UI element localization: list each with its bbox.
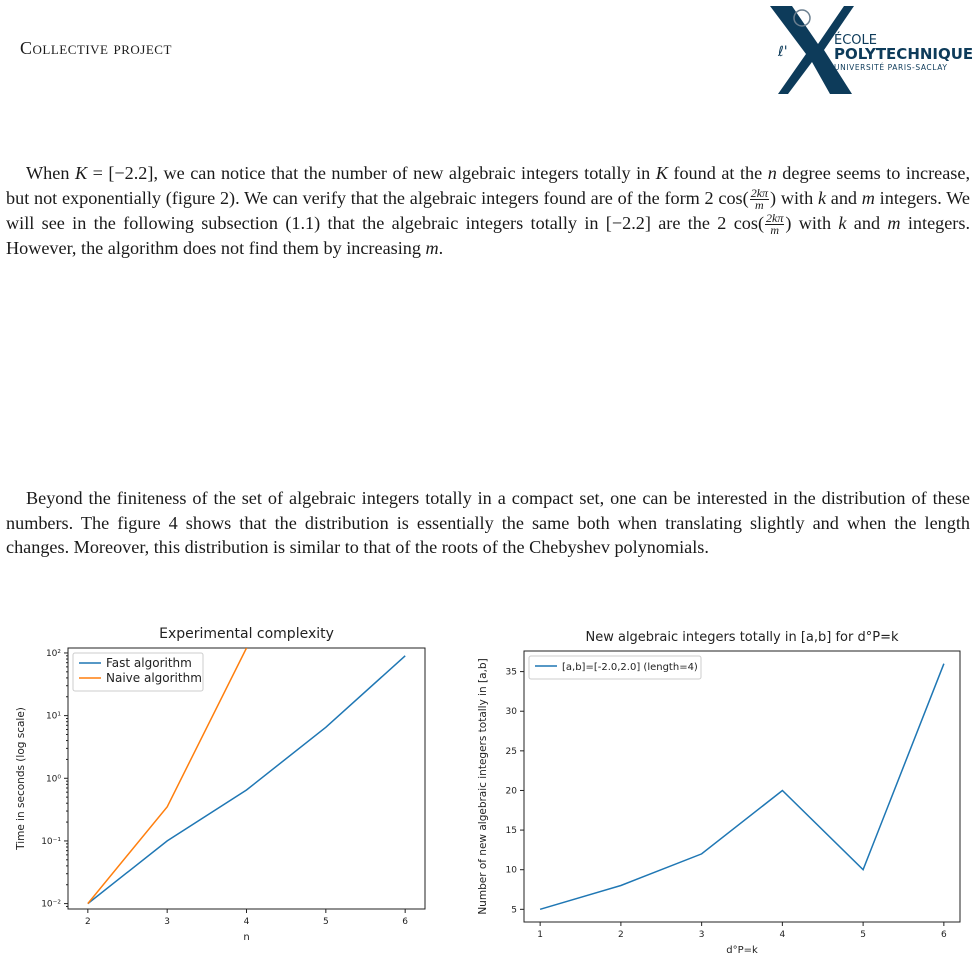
x-axis-label: d°P=k [726, 945, 758, 956]
series-line-1 [540, 664, 944, 910]
x-tick-label: 4 [243, 917, 250, 927]
y-tick-label: 35 [505, 667, 517, 678]
y-tick-label: 10¹ [45, 711, 61, 722]
x-tick-label: 2 [618, 930, 624, 940]
chart-title: New algebraic integers totally in [a,b] for d°P=k [585, 630, 899, 645]
logo-line3: UNIVERSITÉ PARIS-SACLAY [834, 63, 948, 72]
y-axis-label: Number of new algebraic integers totally in [a,b] [477, 658, 489, 915]
x-tick-label: 3 [164, 917, 171, 927]
paragraph-distribution: Beyond the finiteness of the set of algebraic integers totally in a compact set, one can be interested in the distribution of these numbers. The figure 4 shows that the distribution is essentially the same both when translating slightly and when the length changes. Moreover, this distribution is similar to that of the roots of the Chebyshev polynomials. [6, 488, 970, 557]
y-tick-label: 10 [505, 865, 517, 876]
x-tick-label: 2 [84, 917, 91, 927]
x-tick-label: 6 [940, 930, 947, 940]
logo-mark: ℓ' [778, 44, 788, 60]
paragraph-complexity: When K = [−2.2], we can notice that the number of new algebraic integers totally in K found at the n degree seems to increase, but not exponentially (figure 2). We can verify that the algebraic integers found are of the form 2 cos( $\frac{2k\pi}{m}$ ) with k and m integers. We will see in the following subsection (1.1) that the algebraic integers totally in [−2.2] are the 2 cos( $\frac{2k\pi}{m}$ ) with k and m integers. However, the algorithm does not find them by increasing m. [6, 163, 970, 259]
chart-title: Experimental complexity [159, 626, 334, 642]
y-tick-label: 10⁻² [41, 899, 61, 910]
legend-label: Naive algorithm [106, 671, 202, 685]
fraction-2kpi-m: $\frac{2k\pi}{m}$ [766, 211, 784, 238]
y-tick-label: 30 [505, 707, 517, 718]
x-tick-label: 1 [537, 930, 544, 940]
y-tick-label: 10² [45, 648, 61, 659]
y-tick-label: 25 [505, 746, 517, 757]
ecole-polytechnique-logo [766, 4, 976, 96]
y-tick-label: 5 [511, 905, 517, 916]
x-tick-label: 3 [698, 930, 705, 940]
chart-new-algebraic-integers [470, 618, 970, 961]
chart-experimental-complexity [0, 612, 430, 961]
x-tick-label: 6 [402, 917, 409, 927]
logo-line1: ÉCOLE [834, 33, 877, 48]
y-tick-label: 10⁻¹ [41, 836, 61, 847]
y-tick-label: 10⁰ [45, 774, 61, 785]
header-title: Collective project [20, 38, 172, 58]
plot-frame [524, 651, 960, 922]
logo-line2: POLYTECHNIQUE [834, 45, 974, 63]
y-tick-label: 20 [505, 786, 517, 797]
legend-label: Fast algorithm [106, 656, 192, 670]
series-line-1 [88, 656, 405, 904]
x-axis-label: n [243, 932, 250, 943]
legend-label: [a,b]=[-2.0,2.0] (length=4) [562, 662, 698, 673]
x-tick-label: 4 [779, 930, 786, 940]
x-tick-label: 5 [860, 930, 866, 940]
x-tick-label: 5 [322, 917, 329, 927]
fraction-2kpi-m: $\frac{2k\pi}{m}$ [750, 185, 769, 212]
y-tick-label: 15 [505, 826, 517, 837]
y-axis-label: Time in seconds (log scale) [15, 707, 27, 850]
